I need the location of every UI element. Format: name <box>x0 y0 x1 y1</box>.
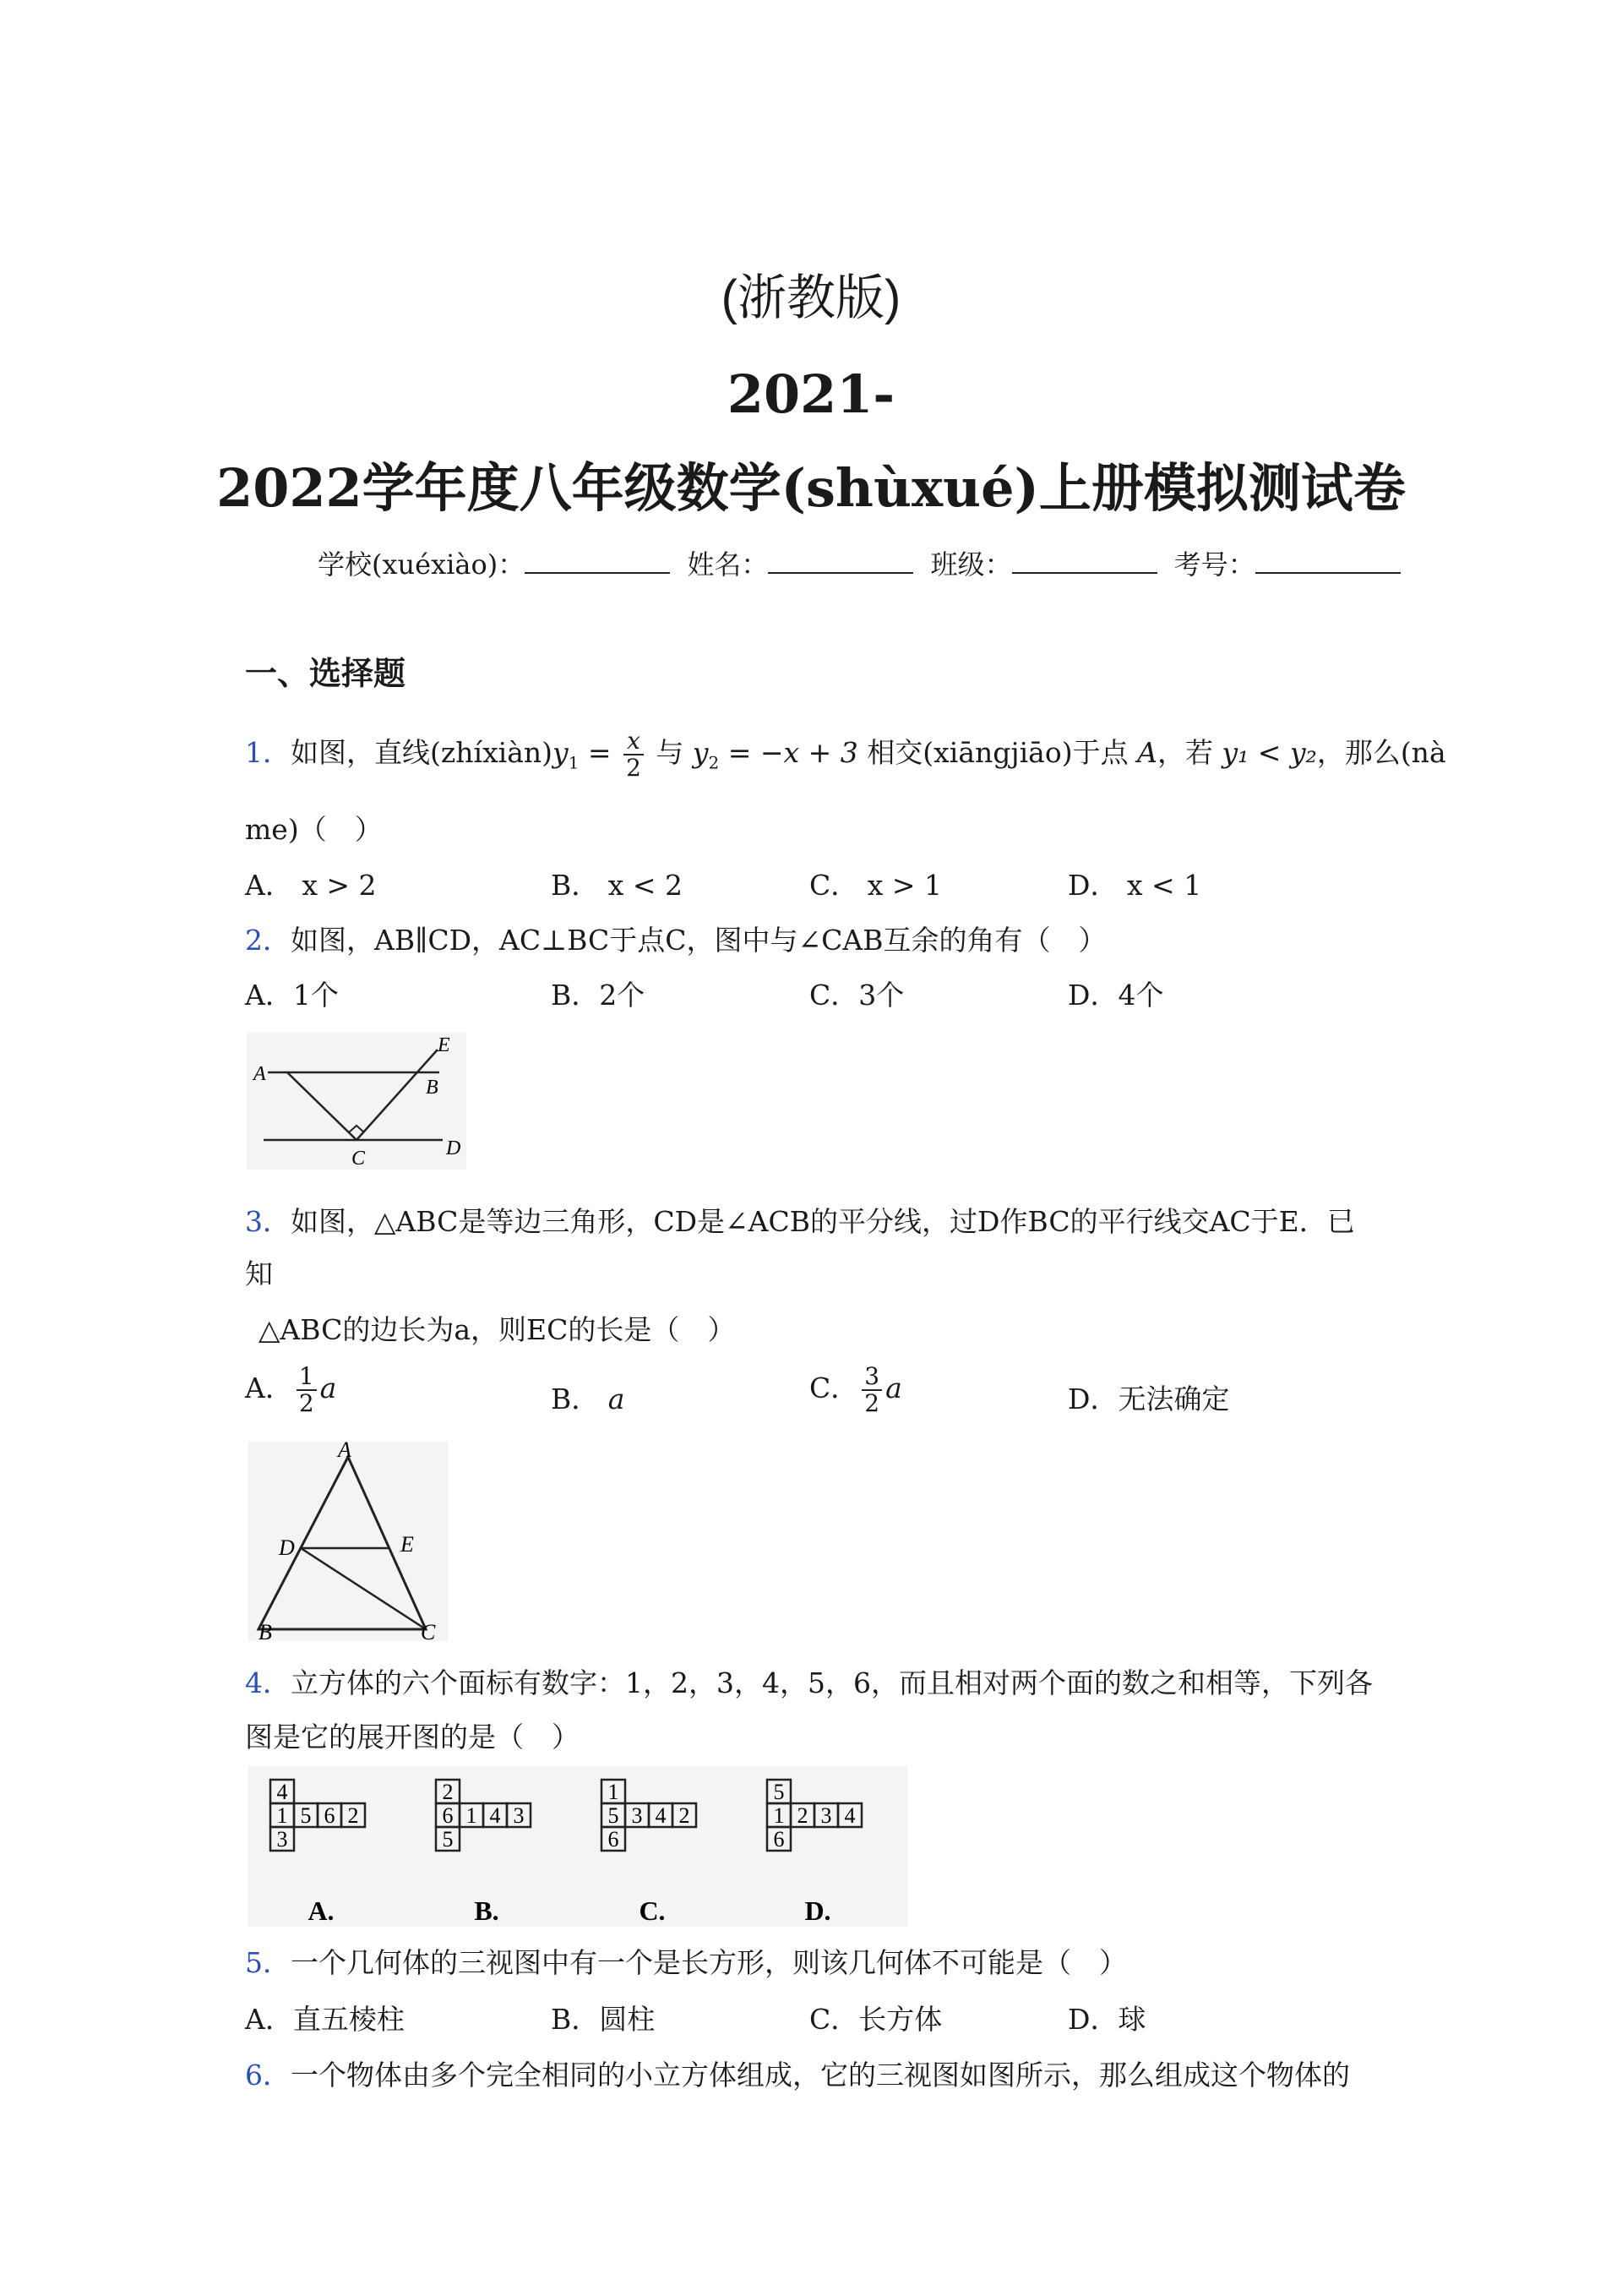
label-c: C <box>421 1620 436 1641</box>
net-cell-number: 4 <box>489 1803 501 1828</box>
q5-option-b[interactable]: B．圆柱 <box>551 2003 656 2036</box>
label-b: B <box>426 1077 438 1099</box>
label-c: C <box>351 1148 366 1170</box>
fraction-numerator: 3 <box>862 1364 882 1391</box>
label-e: E <box>400 1532 414 1557</box>
question-2 <box>245 919 1107 958</box>
q3-option-b[interactable] <box>551 1377 624 1417</box>
math-point: A <box>1137 736 1157 769</box>
math-var: a <box>885 1372 902 1404</box>
question-5 <box>245 1941 1127 1981</box>
section-title: 一、选择题 <box>245 657 406 692</box>
option-label: A． <box>245 1372 293 1404</box>
question-6 <box>245 2053 1350 2093</box>
net-cell-number: 3 <box>820 1803 832 1828</box>
question-text: 如图，AB∥CD，AC⊥BC于点C，图中与∠CAB互余的角有（ ） <box>291 924 1107 957</box>
net-cell-number: 1 <box>773 1803 785 1828</box>
q1-option-c[interactable]: C． x > 1 <box>809 869 942 902</box>
name-blank <box>768 548 913 574</box>
net-cell-number: 5 <box>300 1803 312 1828</box>
math-var: y <box>692 736 709 769</box>
question-text: 相交(xiāngjiāo)于点 <box>857 736 1138 769</box>
q4-cube-nets-figure <box>248 1766 907 1927</box>
math-subscript: 1 <box>568 752 580 773</box>
question-number: 5． <box>245 1946 291 1979</box>
question-3-line3: △ABC的边长为a，则EC的长是（ ） <box>259 1313 736 1346</box>
net-cell-number: 4 <box>276 1780 288 1804</box>
number-label: 考号： <box>1173 548 1255 581</box>
class-blank <box>1012 548 1157 574</box>
fraction-denominator: 2 <box>298 1389 314 1417</box>
fraction <box>862 1364 882 1416</box>
math-equals: = <box>579 736 621 769</box>
net-cell-number: 6 <box>607 1827 619 1852</box>
number-blank <box>1255 548 1401 574</box>
fraction-numerator: x <box>623 728 644 755</box>
question-number: 6． <box>245 2059 291 2091</box>
net-option-label: B. <box>474 1895 499 1926</box>
math-var: y <box>552 736 569 769</box>
question-text: 一个物体由多个完全相同的小立方体组成，它的三视图如图所示，那么组成这个物体的 <box>291 2059 1350 2091</box>
fraction-denominator: 2 <box>864 1389 880 1417</box>
q3-figure <box>248 1442 448 1641</box>
net-cell-number: 5 <box>442 1827 454 1852</box>
net-cell-number: 3 <box>631 1803 643 1828</box>
edition-label: (浙教版) <box>721 270 901 325</box>
q2-option-b[interactable]: B．2个 <box>551 979 645 1012</box>
q3-option-a[interactable] <box>245 1364 336 1416</box>
name-label: 姓名： <box>687 548 769 581</box>
question-text: 如图，直线(zhíxiàn) <box>291 736 553 769</box>
label-d: D <box>279 1535 295 1560</box>
fraction <box>623 728 644 781</box>
net-cell-number: 6 <box>324 1803 335 1828</box>
net-option-label: C. <box>639 1895 666 1926</box>
math-subscript: 2 <box>708 752 720 773</box>
question-text: ，那么(nà <box>1316 736 1446 769</box>
net-cell-number: 3 <box>276 1827 288 1852</box>
question-text: 如图，△ABC是等边三角形，CD是∠ACB的平分线，过D作BC的平行线交AC于E．已 <box>291 1205 1355 1238</box>
q5-option-a[interactable]: A．直五棱柱 <box>245 2003 405 2036</box>
q1-option-d[interactable]: D． x < 1 <box>1068 869 1202 902</box>
q5-option-d[interactable]: D．球 <box>1068 2003 1146 2036</box>
q5-option-c[interactable]: C．长方体 <box>809 2003 943 2036</box>
q1-option-b[interactable]: B． x < 2 <box>551 869 683 902</box>
q1-option-a[interactable]: A． x > 2 <box>245 869 377 902</box>
school-label: 学校(xuéxiào)： <box>318 548 525 581</box>
question-1 <box>245 728 1446 781</box>
q2-option-a[interactable]: A．1个 <box>245 979 339 1012</box>
net-cell-number: 2 <box>442 1780 454 1804</box>
title-year: 2021- <box>727 363 895 425</box>
question-number: 4． <box>245 1666 291 1699</box>
net-option-label: A. <box>308 1895 335 1926</box>
net-cell-number: 5 <box>607 1803 619 1828</box>
question-1-line2: me)（ ） <box>245 813 383 846</box>
label-d: D <box>446 1137 461 1159</box>
question-4 <box>245 1661 1373 1701</box>
student-info-row <box>318 543 1409 582</box>
question-3 <box>245 1200 1355 1240</box>
question-text: 立方体的六个面标有数字：1，2，3，4，5，6，而且相对两个面的数之和相等，下列各 <box>291 1666 1373 1699</box>
label-a: A <box>338 1442 351 1462</box>
label-b: B <box>259 1620 272 1641</box>
question-text: ，若 <box>1157 736 1222 769</box>
question-number: 1． <box>245 736 291 769</box>
option-label: C． <box>809 1372 859 1404</box>
label-a: A <box>253 1063 266 1085</box>
q2-option-c[interactable]: C．3个 <box>809 979 905 1012</box>
net-cell-number: 1 <box>276 1803 288 1828</box>
question-number: 2． <box>245 924 291 957</box>
net-cell-number: 6 <box>442 1803 454 1828</box>
fraction-denominator: 2 <box>626 754 641 782</box>
question-text: 与 <box>646 736 693 769</box>
q2-figure <box>247 1033 466 1170</box>
math-expression: = −x + 3 <box>719 736 858 769</box>
label-e: E <box>438 1034 450 1056</box>
question-number: 3． <box>245 1205 291 1238</box>
net-cell-number: 4 <box>655 1803 667 1828</box>
title-main: 2022学年度八年级数学(shùxué)上册模拟测试卷 <box>216 457 1406 519</box>
net-cell-number: 6 <box>773 1827 785 1852</box>
class-label: 班级： <box>930 548 1012 581</box>
net-cell-number: 3 <box>513 1803 525 1828</box>
option-label: B． <box>551 1383 600 1415</box>
net-cell-number: 5 <box>773 1780 785 1804</box>
school-blank <box>525 548 670 574</box>
net-cell-number: 1 <box>465 1803 477 1828</box>
math-condition: y₁ < y₂ <box>1222 736 1317 769</box>
fraction-numerator: 1 <box>297 1364 317 1391</box>
math-var: a <box>319 1372 337 1404</box>
math-var: a <box>607 1383 625 1415</box>
question-3-line2: 知 <box>245 1257 273 1290</box>
fraction <box>297 1364 317 1416</box>
question-text: 一个几何体的三视图中有一个是长方形，则该几何体不可能是（ ） <box>291 1946 1127 1979</box>
question-4-line2: 图是它的展开图的是（ ） <box>245 1721 580 1753</box>
net-cell-number: 1 <box>607 1780 619 1804</box>
q3-option-c[interactable] <box>809 1364 902 1416</box>
net-cell-number: 2 <box>678 1803 690 1828</box>
q2-option-d[interactable]: D．4个 <box>1068 979 1164 1012</box>
net-cell-number: 2 <box>797 1803 808 1828</box>
net-cell-number: 4 <box>844 1803 856 1828</box>
q3-option-d[interactable]: D．无法确定 <box>1068 1383 1230 1415</box>
net-cell-number: 2 <box>347 1803 359 1828</box>
net-option-label: D. <box>804 1895 831 1926</box>
